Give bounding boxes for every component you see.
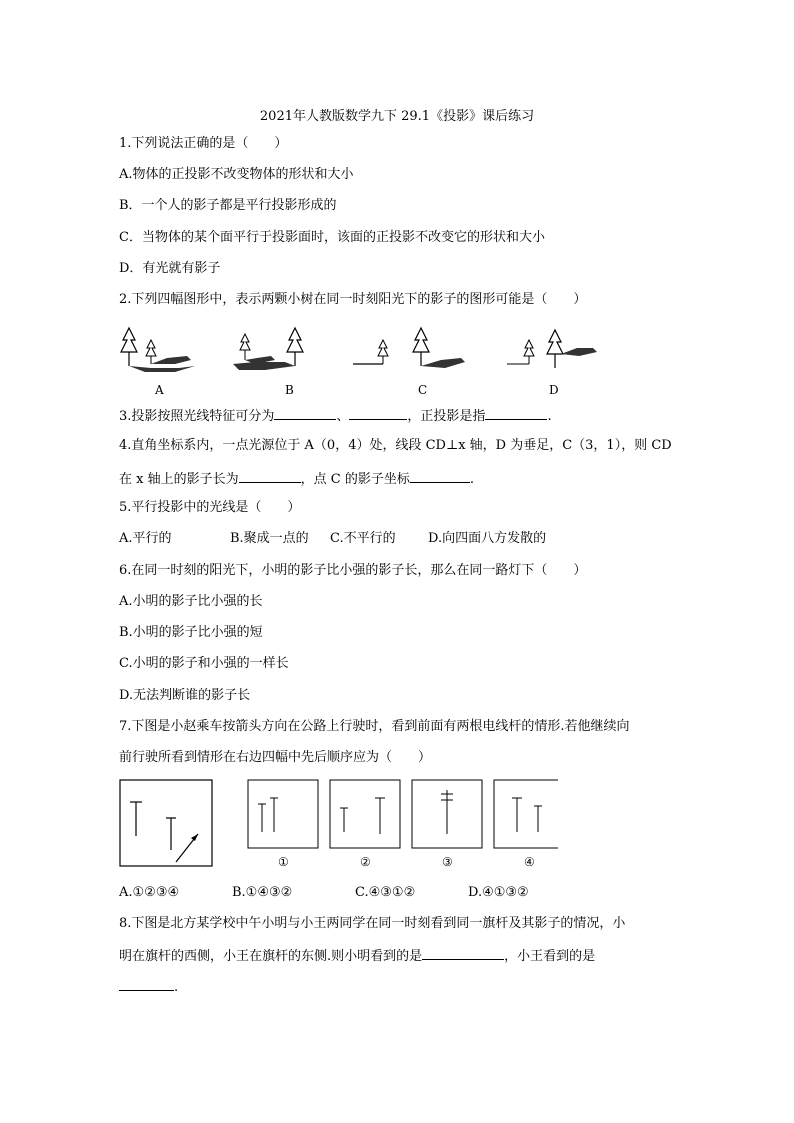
q8-text-1: 明在旗杆的西侧，小王在旗杆的东侧.则小明看到的是: [119, 949, 423, 964]
q7-panel-3: [412, 780, 482, 848]
q8-line-3: [119, 978, 178, 996]
q7-main-panel: [120, 780, 212, 866]
q3-text-4: .: [547, 409, 552, 424]
q3-blank-3[interactable]: [485, 407, 547, 420]
q6-option-b: B.小明的影子比小强的短: [119, 625, 263, 640]
q7-panel-2: [330, 780, 400, 848]
q7-panel-label-1: ①: [278, 855, 289, 869]
q5-option-c: C.不平行的: [330, 531, 396, 546]
q7-option-c: C.④③①②: [355, 885, 416, 900]
q7-panel-label-3: ③: [442, 855, 453, 869]
q3-blank-1[interactable]: [274, 407, 336, 420]
q2-label-b: B: [285, 383, 294, 397]
q1-option-d: D．有光就有影子: [119, 261, 221, 276]
q2-stem: 2.下列四幅图形中，表示两颗小树在同一时刻阳光下的影子的图形可能是（ ）: [119, 292, 587, 307]
q4-line-2: [119, 470, 474, 488]
q1-option-c: C．当物体的某个面平行于投影面时，该面的正投影不改变它的形状和大小: [119, 230, 545, 245]
q2-figure-d: [507, 330, 597, 368]
q1-stem: 1.下列说法正确的是（ ）: [119, 136, 288, 151]
q4-blank-2[interactable]: [410, 470, 470, 483]
q4-text-3: .: [469, 472, 474, 487]
page-title: 2021年人教版数学九下 29.1《投影》课后练习: [259, 109, 535, 124]
q8-line-1: 8.下图是北方某学校中午小明与小王两同学在同一时刻看到同一旗杆及其影子的情况，小: [119, 916, 626, 931]
q4-text-2: ，点 C 的影子坐标: [300, 472, 410, 487]
q8-text-3: .: [174, 980, 179, 995]
q7-panel-4: [494, 780, 558, 848]
q5-option-a: A.平行的: [119, 531, 172, 546]
q1-option-b: B．一个人的影子都是平行投影形成的: [119, 198, 337, 213]
q3-text-3: ，正投影是指: [407, 409, 486, 424]
q2-figure-b: [233, 328, 303, 370]
q7-option-b: B.①④③②: [232, 885, 293, 900]
q4-text-1: 在 x 轴上的影子长为: [119, 472, 239, 487]
q6-stem: 6.在同一时刻的阳光下，小明的影子比小强的影子长，那么在同一路灯下（ ）: [119, 563, 587, 578]
q8-text-2: ，小王看到的是: [504, 949, 596, 964]
q2-figure-a: [121, 328, 195, 372]
q8-line-2: [119, 947, 595, 965]
q1-option-a: A.物体的正投影不改变物体的形状和大小: [119, 167, 354, 182]
q2-label-c: C: [418, 383, 428, 397]
q7-figures: [118, 778, 558, 874]
q8-blank-2[interactable]: [119, 978, 174, 991]
q7-panel-1: [248, 780, 318, 848]
q7-line-2: 前行驶所看到情形在右边四幅中先后顺序应为（ ）: [119, 750, 432, 765]
q7-panel-label-4: ④: [524, 855, 535, 869]
q7-line-1: 7.下图是小赵乘车按箭头方向在公路上行驶时，看到前面有两根电线杆的情形.若他继续向: [119, 719, 630, 734]
q3-line: [119, 407, 552, 425]
q6-option-a: A.小明的影子比小强的长: [119, 594, 263, 609]
q7-panel-label-2: ②: [360, 855, 371, 869]
q5-stem: 5.平行投影中的光线是（ ）: [119, 500, 301, 515]
q2-figure-c: [353, 328, 465, 368]
q2-label-a: A: [155, 383, 164, 397]
q2-tree-figures: [115, 318, 615, 400]
q2-label-d: D: [549, 383, 559, 397]
q8-blank-1[interactable]: [422, 947, 504, 960]
q6-option-c: C.小明的影子和小强的一样长: [119, 656, 289, 671]
q3-blank-2[interactable]: [349, 407, 407, 420]
q4-line-1: 4.直角坐标系内，一点光源位于 A（0，4）处，线段 CD⊥x 轴，D 为垂足，C（3，1），则 CD: [119, 438, 672, 453]
q6-option-d: D.无法判断谁的影子长: [119, 688, 251, 703]
q5-option-b: B.聚成一点的: [230, 531, 309, 546]
q4-blank-1[interactable]: [239, 470, 301, 483]
q5-option-d: D.向四面八方发散的: [428, 531, 547, 546]
q7-option-a: A.①②③④: [119, 885, 180, 900]
q7-option-d: D.④①③②: [468, 885, 529, 900]
q3-text-2: 、: [336, 409, 350, 424]
q3-text-1: 3.投影按照光线特征可分为: [119, 409, 275, 424]
